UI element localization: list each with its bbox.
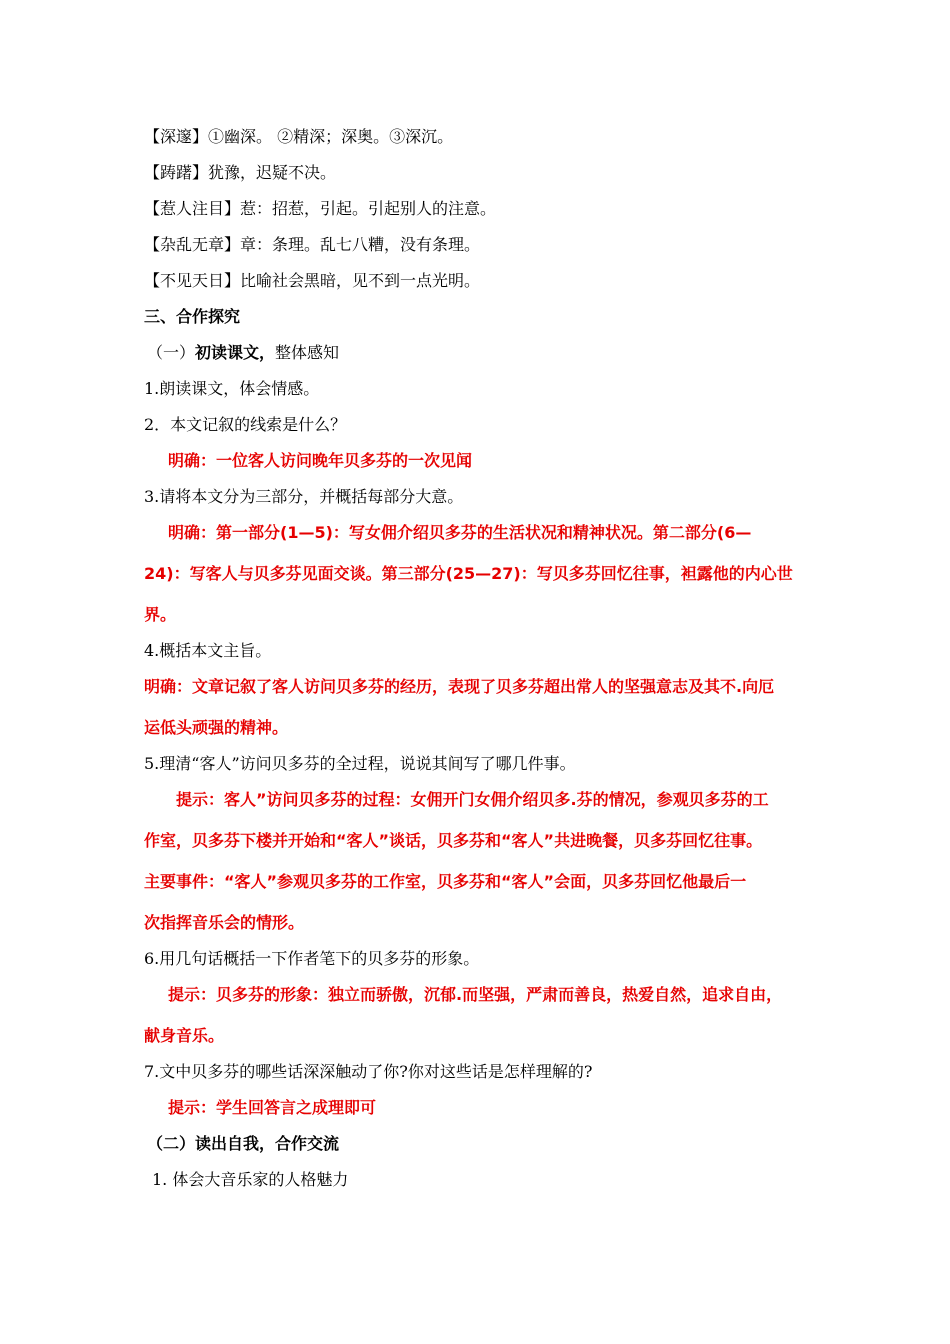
answer-5-line-2: 作室，贝多芬下楼并开始和“客人”谈话，贝多芬和“客人”共进晚餐，贝多芬回忆往事。 xyxy=(144,831,763,850)
question-4: 4.概括本文主旨。 xyxy=(144,641,272,660)
part1-heading xyxy=(147,342,820,364)
part1-prefix: （一） xyxy=(147,343,196,362)
answer-6-line-2: 献身音乐。 xyxy=(144,1026,225,1045)
answer-4-line-1: 明确：文章记叙了客人访问贝多芬的经历，表现了贝多芬超出常人的坚强意志及其不.向厄 xyxy=(144,677,775,696)
part2-question-1: 1. 体会大音乐家的人格魅力 xyxy=(152,1170,349,1189)
answer-5-line-1: 提示：客人”访问贝多芬的过程：女佣开门女佣介绍贝多.芬的情况，参观贝多芬的工 xyxy=(176,790,769,809)
answer-6-line-1: 提示：贝多芬的形象：独立而骄傲，沉郁.而坚强，严肃而善良，热爱自然，追求自由， xyxy=(168,985,783,1004)
answer-3-line-3: 界。 xyxy=(144,605,177,624)
answer-3-line-2: 24)：写客人与贝多芬见面交谈。第三部分(25—27)：写贝多芬回忆往事，袒露他的内心世 xyxy=(144,564,793,583)
answer-7: 提示：学生回答言之成理即可 xyxy=(168,1098,377,1117)
answer-2: 明确：一位客人访问晚年贝多芬的一次见闻 xyxy=(168,451,473,470)
part1-heading-rest: 整体感知 xyxy=(275,343,340,362)
question-2: 2．本文记叙的线索是什么？ xyxy=(144,415,347,434)
question-6: 6.用几句话概括一下作者笔下的贝多芬的形象。 xyxy=(144,949,480,968)
part1-heading-bold: 初读课文， xyxy=(195,343,276,362)
part2-heading: （二）读出自我，合作交流 xyxy=(147,1134,340,1153)
question-3: 3.请将本文分为三部分，并概括每部分大意。 xyxy=(144,487,464,506)
question-5: 5.理清“客人”访问贝多芬的全过程，说说其间写了哪几件事。 xyxy=(144,754,576,773)
question-1: 1.朗读课文，体会情感。 xyxy=(144,379,320,398)
answer-5-line-4: 次指挥音乐会的情形。 xyxy=(144,913,305,932)
question-7: 7.文中贝多芬的哪些话深深触动了你?你对这些话是怎样理解的? xyxy=(144,1062,593,1081)
answer-5-line-3: 主要事件：“客人”参观贝多芬的工作室，贝多芬和“客人”会面，贝多芬回忆他最后一 xyxy=(144,872,747,891)
vocab-entry-3: 【惹人注目】惹：招惹，引起。引起别人的注意。 xyxy=(144,199,497,218)
vocab-entry-2: 【踌躇】犹豫，迟疑不决。 xyxy=(144,163,337,182)
answer-4-line-2: 运低头顽强的精神。 xyxy=(144,718,289,737)
vocab-entry-5: 【不见天日】比喻社会黑暗，见不到一点光明。 xyxy=(144,271,481,290)
answer-3-line-1: 明确：第一部分(1—5)：写女佣介绍贝多芬的生活状况和精神状况。第二部分(6— xyxy=(168,523,752,542)
vocab-entry-1: 【深邃】①幽深。 ②精深；深奥。③深沉。 xyxy=(144,127,454,146)
vocab-entry-4: 【杂乱无章】章：条理。乱七八糟，没有条理。 xyxy=(144,235,481,254)
section-heading: 三、合作探究 xyxy=(144,307,241,326)
